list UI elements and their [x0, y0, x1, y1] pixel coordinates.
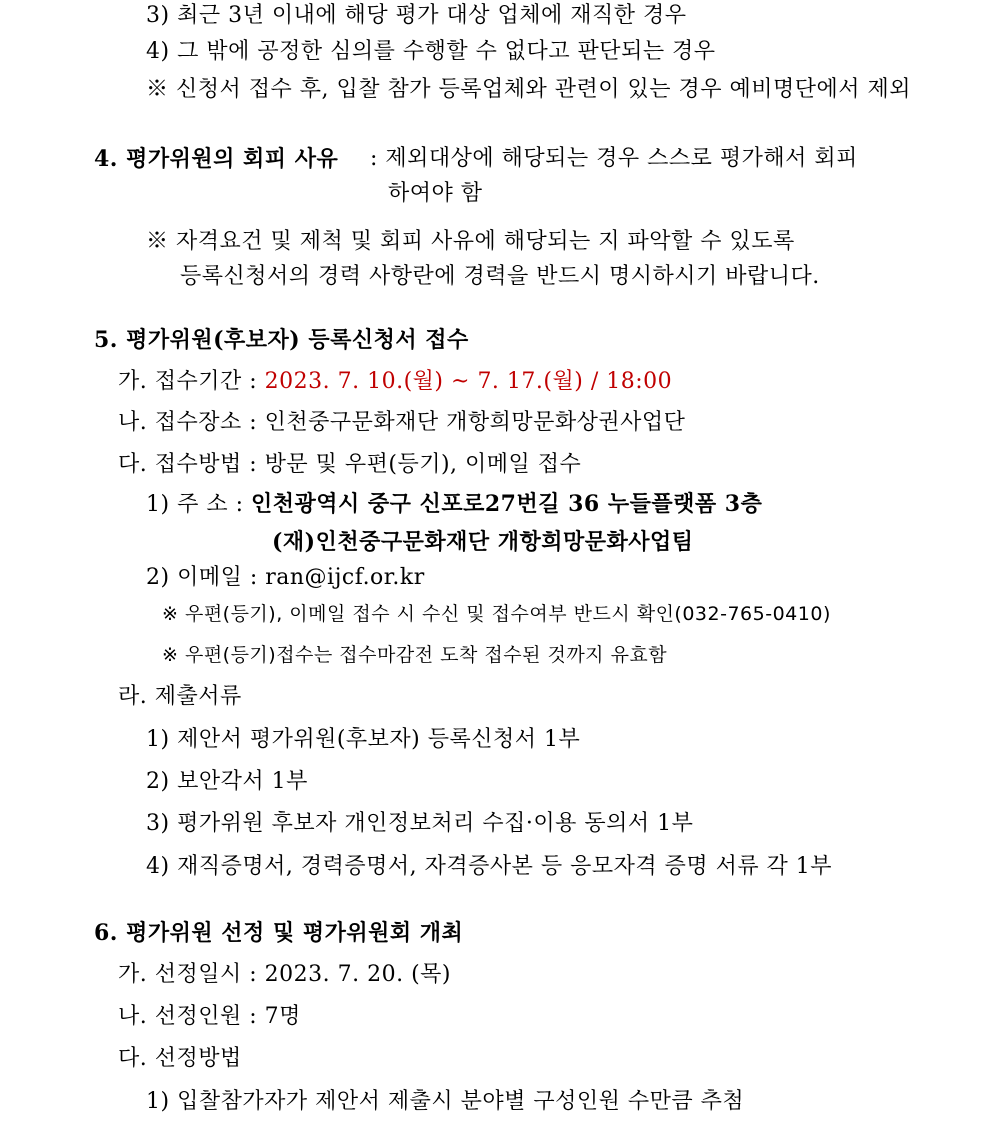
- list-item: 1) 입찰참가자가 제안서 제출시 분야별 구성인원 수만큼 추첨: [146, 1089, 745, 1114]
- list-item: 3) 평가위원 후보자 개인정보처리 수집·이용 동의서 1부: [146, 811, 694, 836]
- email-line: 2) 이메일 : ran@ijcf.or.kr: [146, 565, 425, 590]
- list-item: 가. 선정일시 : 2023. 7. 20. (목): [118, 962, 452, 987]
- note: ※ 신청서 접수 후, 입찰 참가 등록업체와 관련이 있는 경우 예비명단에서 제외: [146, 77, 911, 102]
- list-item: 3) 최근 3년 이내에 해당 평가 대상 업체에 재직한 경우: [146, 3, 687, 28]
- note-cont: 등록신청서의 경력 사항란에 경력을 반드시 명시하시기 바랍니다.: [180, 264, 820, 289]
- address-value: 인천광역시 중구 신포로27번길 36 누들플랫폼 3층: [250, 491, 763, 517]
- note: ※ 우편(등기), 이메일 접수 시 수신 및 접수여부 반드시 확인(032-765-0410): [162, 603, 831, 625]
- list-item: 4) 재직증명서, 경력증명서, 자격증사본 등 응모자격 증명 서류 각 1부: [146, 854, 833, 879]
- list-item: 나. 접수장소 : 인천중구문화재단 개항희망문화상권사업단: [118, 410, 686, 435]
- period-label: 가. 접수기간 :: [118, 369, 265, 394]
- address-line: [146, 490, 762, 519]
- section-4-description-cont: 하여야 함: [388, 181, 483, 206]
- period-value: 2023. 7. 10.(월) ~ 7. 17.(월) / 18:00: [264, 369, 673, 394]
- address-line-2: (재)인천중구문화재단 개항희망문화사업팀: [272, 529, 694, 555]
- list-item: 다. 접수방법 : 방문 및 우편(등기), 이메일 접수: [118, 452, 582, 477]
- section-4-description: : 제외대상에 해당되는 경우 스스로 평가해서 회피: [370, 146, 858, 171]
- section-heading-4: 4. 평가위원의 회피 사유: [94, 146, 339, 172]
- list-item: 다. 선정방법: [118, 1046, 242, 1071]
- list-item: 4) 그 밖에 공정한 심의를 수행할 수 없다고 판단되는 경우: [146, 39, 716, 64]
- section-heading-6: 6. 평가위원 선정 및 평가위원회 개최: [94, 920, 464, 946]
- list-item: 나. 선정인원 : 7명: [118, 1004, 301, 1029]
- note: ※ 우편(등기)접수는 접수마감전 도착 접수된 것까지 유효함: [162, 644, 668, 666]
- section-heading-5: 5. 평가위원(후보자) 등록신청서 접수: [94, 327, 469, 353]
- note: ※ 자격요건 및 제척 및 회피 사유에 해당되는 지 파악할 수 있도록: [146, 229, 795, 254]
- list-item: 1) 제안서 평가위원(후보자) 등록신청서 1부: [146, 727, 581, 752]
- address-label: 1) 주 소 :: [146, 492, 251, 517]
- list-item: 라. 제출서류: [118, 684, 242, 709]
- list-item: 2) 보안각서 1부: [146, 769, 308, 794]
- list-item: [118, 368, 672, 396]
